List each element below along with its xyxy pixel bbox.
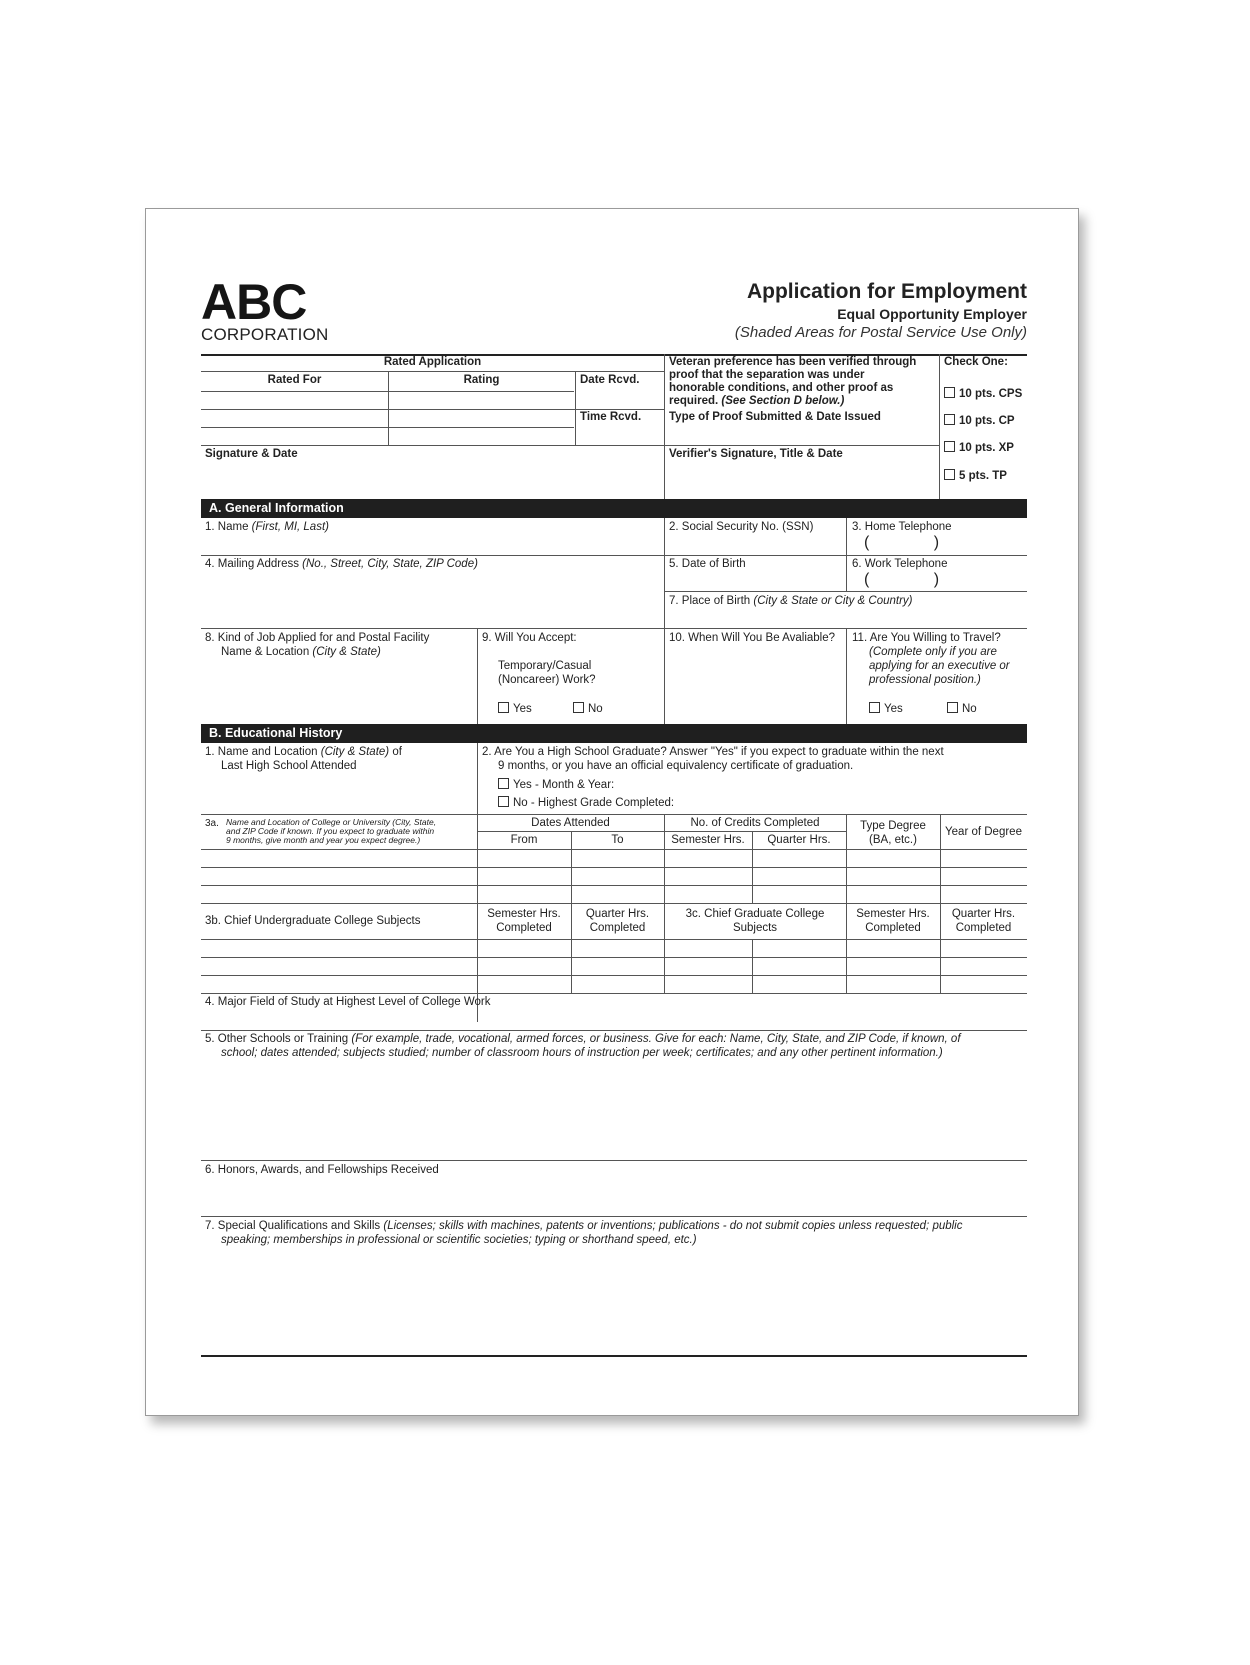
rule — [664, 354, 665, 499]
option-label: 10 pts. XP — [959, 442, 1014, 454]
yes-label: Yes — [884, 703, 903, 715]
ssn-label: 2. Social Security No. (SSN) — [669, 521, 814, 533]
checkbox[interactable] — [573, 702, 584, 713]
shaded-areas-note: (Shaded Areas for Postal Service Use Only) — [734, 324, 1027, 341]
quarter-hrs-completed: Quarter Hrs. — [585, 908, 650, 920]
field-hint: (City & State or City & Country) — [753, 595, 913, 607]
grad-subjects-label: Subjects — [732, 922, 778, 934]
name-label — [205, 521, 329, 535]
quarter-hrs-completed: Completed — [955, 922, 1012, 934]
college-label-num: 3a. — [205, 818, 219, 829]
rule — [201, 903, 1027, 904]
checkbox[interactable] — [498, 702, 509, 713]
travel-yes[interactable] — [869, 702, 903, 717]
field-label: 1. Name — [205, 521, 249, 533]
rule — [201, 555, 1027, 556]
field-hint: (For example, trade, vocational, armed forces, or business. Give for each: Name, City, State, and ZIP Code, if known, of — [351, 1033, 961, 1045]
field-label: 7. Place of Birth — [669, 595, 751, 607]
rule — [477, 743, 478, 1022]
type-degree-header: Type Degree — [860, 820, 926, 832]
high-school-label: Last High School Attended — [221, 760, 357, 772]
to-header: To — [611, 834, 624, 846]
college-label: 9 months, give month and year you expect degree.) — [226, 835, 421, 845]
place-of-birth-label — [669, 595, 913, 609]
dates-attended-header: Dates Attended — [531, 817, 610, 829]
temporary-casual-label: Temporary/Casual — [498, 660, 592, 672]
rule — [201, 1216, 1027, 1217]
hs-graduate-question: 9 months, or you have an official equivalency certificate of graduation. — [498, 760, 854, 772]
option-10-cps[interactable] — [944, 387, 1022, 402]
rule — [201, 409, 664, 410]
verifier-label: Verifier's Signature, Title & Date — [669, 448, 843, 460]
rated-for-label: Rated For — [267, 374, 322, 386]
will-accept-label: 9. Will You Accept: — [482, 632, 577, 644]
rating-label: Rating — [463, 374, 500, 386]
option-label: Yes - Month & Year: — [513, 779, 615, 791]
yes-label: Yes — [513, 703, 532, 715]
quarter-hrs-completed: Quarter Hrs. — [951, 908, 1016, 920]
option-10-xp[interactable] — [944, 441, 1014, 456]
signature-date-label: Signature & Date — [205, 448, 298, 460]
college-label: and ZIP Code if known. If you expect to graduate within — [226, 826, 435, 836]
travel-hint: applying for an executive or — [869, 660, 1010, 672]
major-field-label: 4. Major Field of Study at Highest Level of College Work — [205, 996, 491, 1008]
home-telephone-label: 3. Home Telephone — [852, 521, 952, 533]
rule — [940, 814, 941, 993]
noncareer-label: (Noncareer) Work? — [498, 674, 596, 686]
rule — [846, 518, 847, 591]
veteran-text — [669, 395, 844, 409]
honors-label: 6. Honors, Awards, and Fellowships Received — [205, 1164, 439, 1176]
hs-yes-option[interactable] — [498, 778, 614, 793]
dob-label: 5. Date of Birth — [669, 558, 746, 570]
rule — [846, 628, 847, 724]
quarter-hrs-completed: Completed — [589, 922, 646, 934]
rule — [939, 354, 940, 499]
grad-subjects-label: 3c. Chief Graduate College — [685, 908, 825, 920]
rated-application-heading: Rated Application — [383, 356, 482, 368]
option-label: 10 pts. CPS — [959, 388, 1023, 400]
option-label: 5 pts. TP — [959, 470, 1007, 482]
availability-label: 10. When Will You Be Avaliable? — [669, 632, 836, 644]
rule — [664, 628, 665, 724]
form-titles — [735, 279, 1027, 343]
job-applied-label — [221, 646, 381, 660]
high-school-label — [205, 746, 402, 760]
rule — [664, 591, 1027, 592]
rule — [201, 993, 1027, 994]
rule — [664, 445, 939, 446]
field-hint: (No., Street, City, State, ZIP Code) — [302, 558, 478, 570]
check-one-label: Check One: — [944, 356, 1008, 368]
hs-graduate-question: 2. Are You a High School Graduate? Answer "Yes" if you expect to graduate within the next — [482, 746, 944, 758]
rule — [201, 371, 664, 372]
no-label: No — [962, 703, 977, 715]
other-schools-label — [205, 1033, 961, 1047]
field-label: 7. Special Qualifications and Skills — [205, 1220, 381, 1232]
checkbox[interactable] — [944, 414, 955, 425]
veteran-text-end: required. — [669, 395, 719, 407]
checkbox[interactable] — [944, 441, 955, 452]
type-degree-header: (BA, etc.) — [869, 834, 917, 846]
mailing-address-label — [205, 558, 478, 572]
travel-no[interactable] — [947, 702, 977, 717]
no-label: No — [588, 703, 603, 715]
travel-hint: professional position.) — [869, 674, 981, 686]
rule — [477, 831, 846, 832]
date-rcvd-label: Date Rcvd. — [580, 374, 640, 386]
from-header: From — [510, 834, 538, 846]
form-page — [145, 208, 1079, 1416]
field-hint: (City & State) — [312, 646, 381, 658]
job-applied-label: 8. Kind of Job Applied for and Postal Facility — [205, 632, 430, 644]
semester-hrs-completed: Semester Hrs. — [487, 908, 561, 920]
quarter-hrs-header: Quarter Hrs. — [767, 834, 831, 846]
rule — [201, 1030, 1027, 1031]
page-title: Application for Employment — [746, 280, 1027, 303]
logo-abc: ABC — [201, 274, 307, 330]
field-hint: (First, MI, Last) — [251, 521, 329, 533]
form-table — [201, 354, 1027, 1354]
checkbox[interactable] — [869, 702, 880, 713]
time-rcvd-label: Time Rcvd. — [580, 411, 642, 423]
other-schools-hint: school; dates attended; subjects studied; number of classroom hours of instruction per week; certificates; and any other pertinent information.) — [221, 1047, 943, 1059]
accept-yes[interactable] — [498, 702, 532, 717]
company-logo — [201, 274, 329, 345]
field-label: 1. Name and Location — [205, 746, 318, 758]
special-qualifications-hint: speaking; memberships in professional or scientific societies; typing or shorthand speed, etc.) — [221, 1234, 697, 1246]
rule — [201, 1160, 1027, 1161]
hs-no-option[interactable] — [498, 796, 674, 811]
option-10-cp[interactable] — [944, 414, 1015, 429]
field-label: 5. Other Schools or Training — [205, 1033, 349, 1045]
rule — [575, 372, 576, 445]
option-5-tp[interactable] — [944, 469, 1007, 484]
field-hint: (City & State) — [320, 746, 390, 758]
rule — [664, 518, 665, 628]
veteran-text: Veteran preference has been verified through — [669, 356, 917, 368]
area-code-parens: ( ) — [864, 571, 970, 588]
travel-label: 11. Are You Willing to Travel? — [852, 632, 1001, 644]
field-label: 4. Mailing Address — [205, 558, 299, 570]
rule — [201, 939, 1027, 940]
special-qualifications-label — [205, 1220, 963, 1234]
rule — [477, 628, 478, 724]
semester-hrs-completed: Semester Hrs. — [856, 908, 930, 920]
rule — [201, 1355, 1027, 1357]
veteran-text-note: (See Section D below.) — [721, 395, 845, 407]
rule — [201, 957, 1027, 958]
rule — [201, 849, 1027, 850]
semester-hrs-header: Semester Hrs. — [671, 834, 745, 846]
proof-type-label: Type of Proof Submitted & Date Issued — [669, 411, 881, 423]
travel-hint: (Complete only if you are — [869, 646, 997, 658]
section-b-header: B. Educational History — [201, 724, 1027, 743]
option-label: No - Highest Grade Completed: — [513, 797, 675, 809]
rule — [201, 628, 1027, 629]
option-label: 10 pts. CP — [959, 415, 1015, 427]
section-a-header: A. General Information — [201, 499, 1027, 518]
rule — [201, 867, 1027, 868]
rule — [201, 814, 1027, 815]
credits-header: No. of Credits Completed — [690, 817, 820, 829]
field-hint: (Licenses; skills with machines, patents or inventions; publications - do not submit copies unless requested; public — [383, 1220, 963, 1232]
field-label: Name & Location — [221, 646, 310, 658]
checkbox[interactable] — [498, 796, 509, 807]
checkbox[interactable] — [944, 387, 955, 398]
college-label: Name and Location of College or University (City, State, — [226, 817, 437, 827]
undergrad-subjects-label: 3b. Chief Undergraduate College Subjects — [205, 915, 421, 927]
page-subtitle: Equal Opportunity Employer — [837, 306, 1027, 322]
logo-corporation: CORPORATION — [201, 325, 329, 344]
area-code-parens: ( ) — [864, 534, 970, 551]
year-degree-header: Year of Degree — [945, 826, 1022, 838]
work-telephone-label: 6. Work Telephone — [852, 558, 948, 570]
rule — [201, 445, 664, 446]
veteran-text: proof that the separation was under — [669, 369, 865, 381]
checkbox[interactable] — [498, 778, 509, 789]
semester-hrs-completed: Completed — [865, 922, 921, 934]
accept-no[interactable] — [573, 702, 603, 717]
checkbox[interactable] — [944, 469, 955, 480]
veteran-text: honorable conditions, and other proof as — [669, 382, 894, 394]
rule — [201, 975, 1027, 976]
field-label: of — [392, 746, 402, 758]
checkbox[interactable] — [947, 702, 958, 713]
rule — [752, 939, 753, 993]
rule — [201, 885, 1027, 886]
semester-hrs-completed: Completed — [496, 922, 552, 934]
